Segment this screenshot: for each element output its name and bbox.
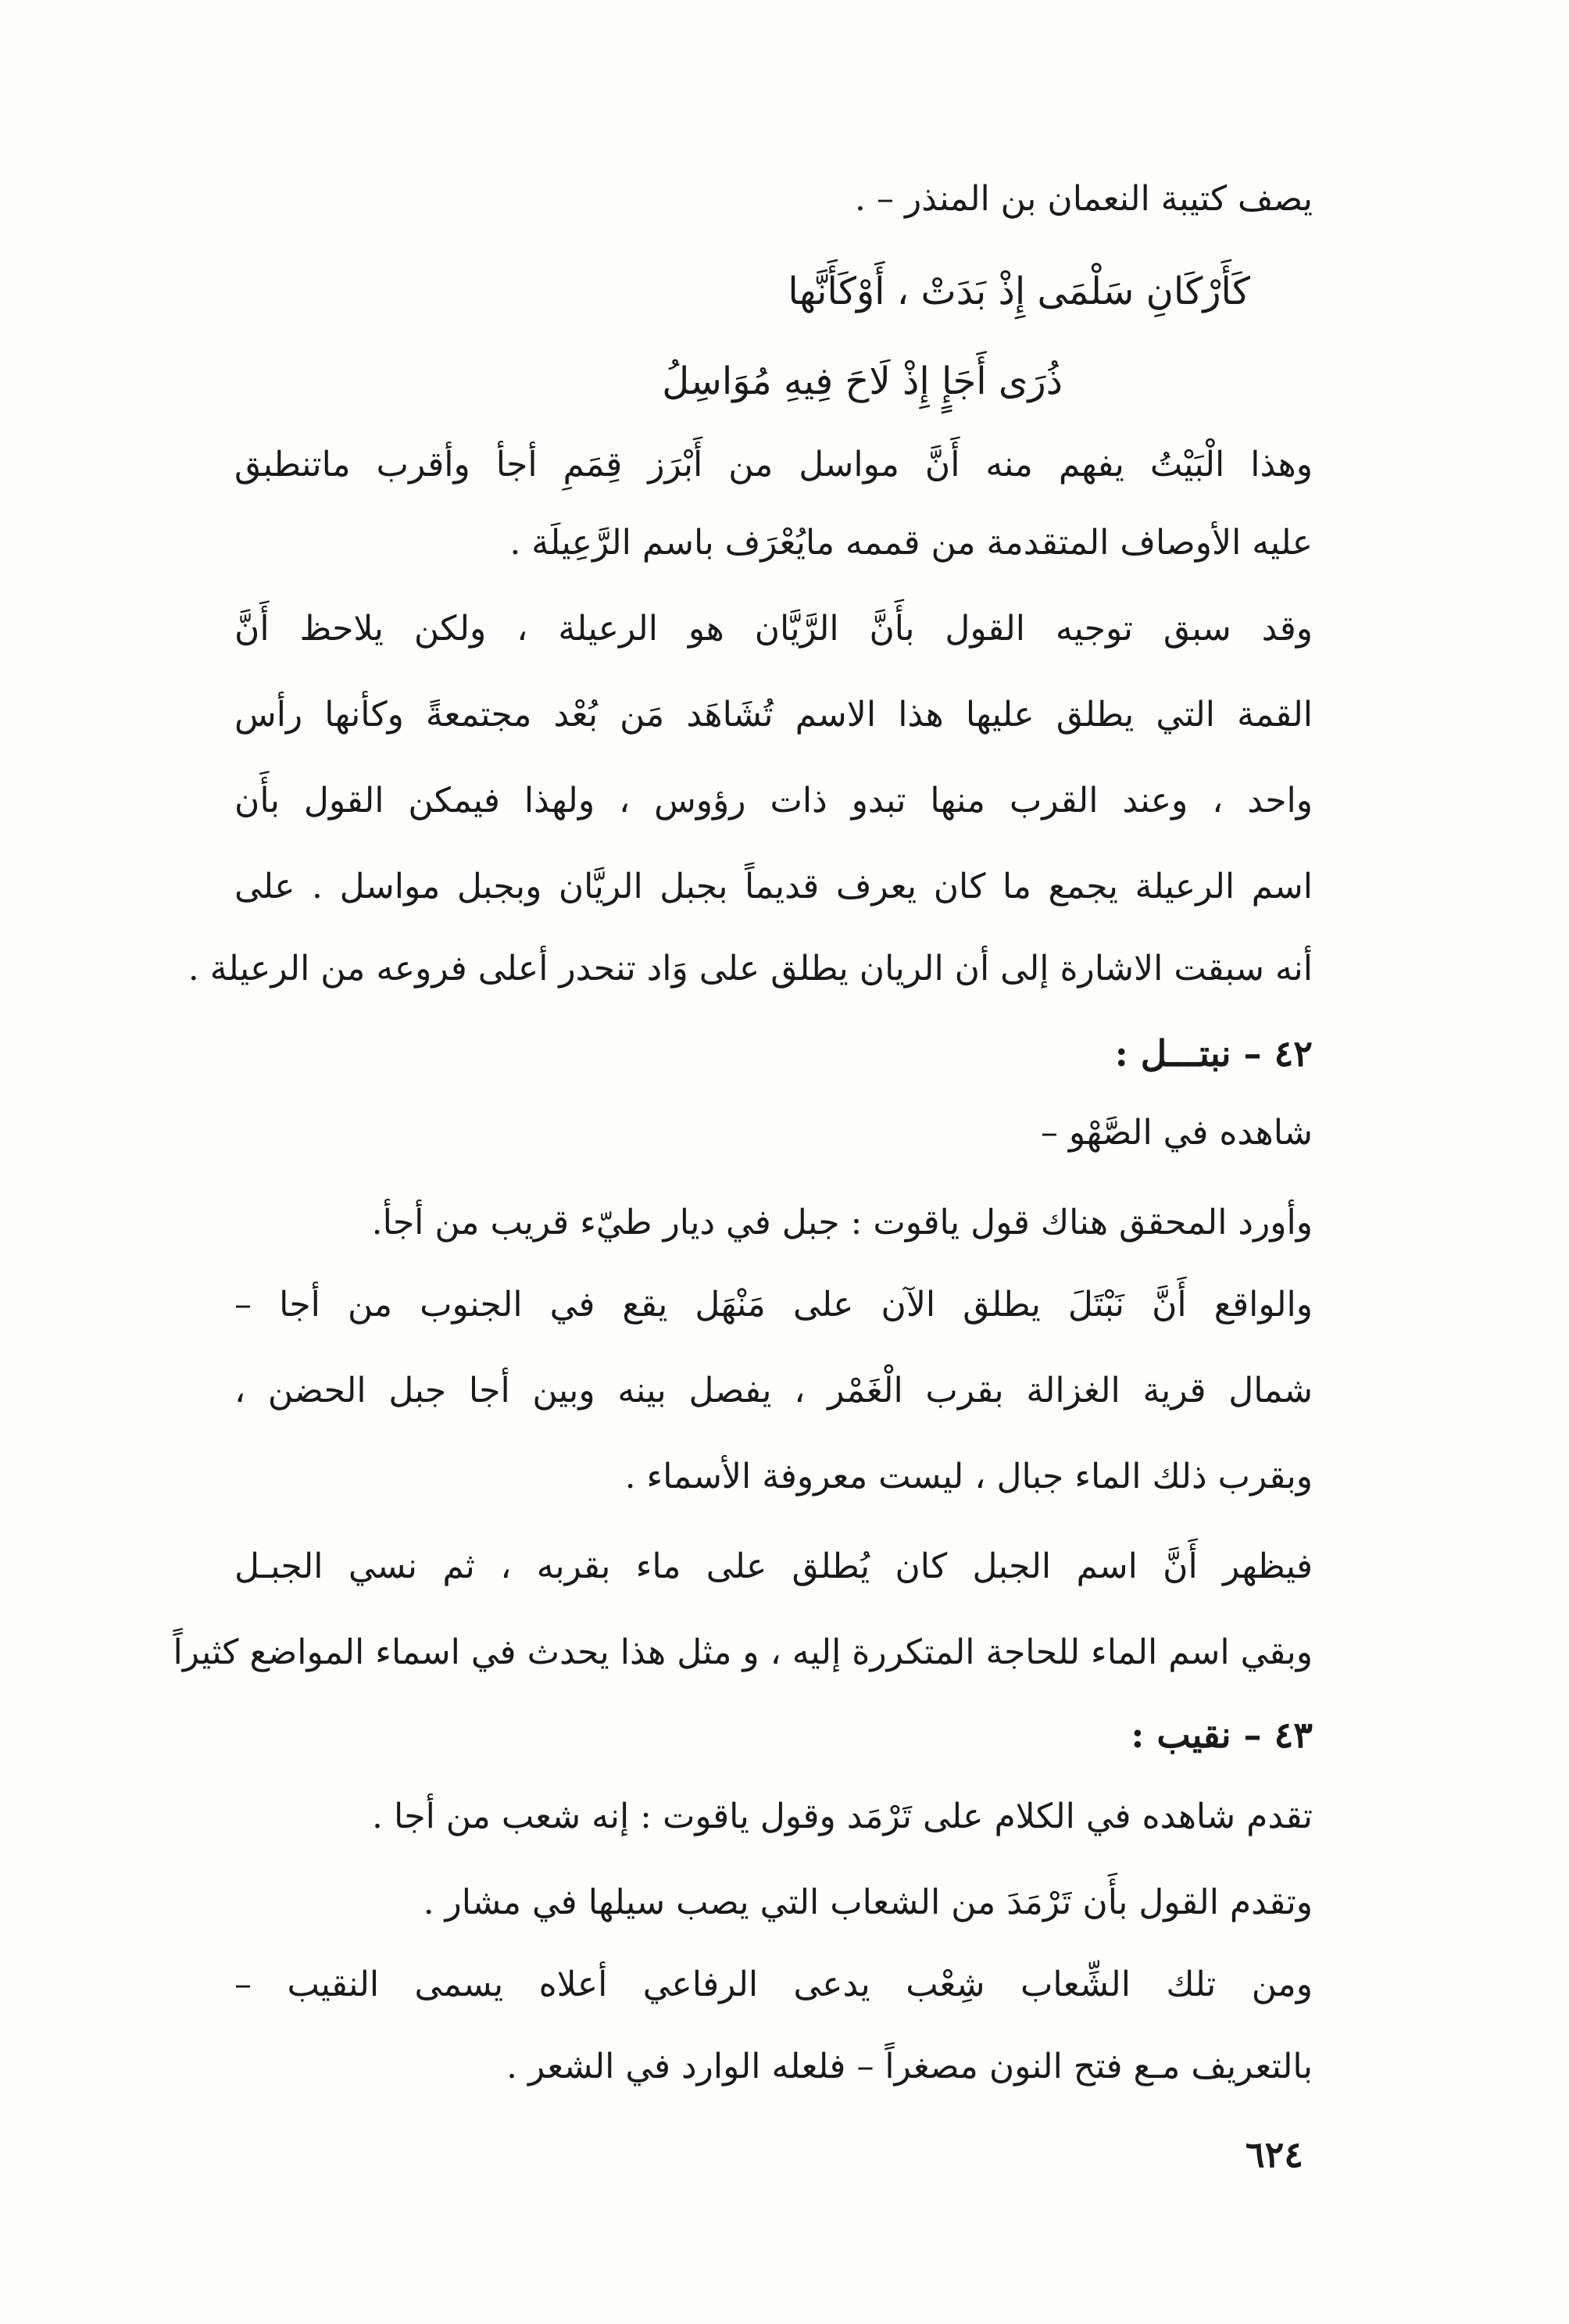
text-line: بالتعريف مـع فتح النون مصغراً – فلعله الوارد في الشعر .: [506, 2047, 1313, 2086]
text-line: واحد ، وعند القرب منها تبدو ذات رؤوس ، ولهذا فيمكن القول بأَن: [234, 781, 1313, 821]
text-line: شاهده في الصَّهْو –: [1040, 1113, 1313, 1153]
text-line: وقد سبق توجيه القول بأَنَّ الرَّيَّان هو الرعيلة ، ولكن يلاحظ أَنَّ: [234, 609, 1313, 649]
text-line: وبقي اسم الماء للحاجة المتكررة إليه ، و مثل هذا يحدث في اسماء المواضع كثيراً: [173, 1632, 1313, 1672]
verse-hemistich-2: ذُرَى أَجَإٍ إِذْ لَاحَ فِيهِ مُوَاسِلُ: [662, 359, 1063, 403]
page-number: ٦٢٤: [1245, 2133, 1303, 2176]
text-line: أنه سبقت الاشارة إلى أن الريان يطلق على وَاد تنحدر أعلى فروعه من الرعيلة .: [188, 949, 1313, 989]
text-line: وأورد المحقق هناك قول ياقوت : جبل في ديار طيّء قريب من أجأ.: [371, 1203, 1313, 1242]
text-line: وهذا الْبَيْتُ يفهم منه أَنَّ مواسل من أَبْرَز قِمَمِ أجأ وأقرب ماتنطبق: [234, 445, 1313, 484]
text-line: القمة التي يطلق عليها هذا الاسم تُشَاهَد مَن بُعْد مجتمعةً وكأنها رأس: [234, 695, 1313, 735]
text-line: وبقرب ذلك الماء جبال ، ليست معروفة الأسماء .: [624, 1457, 1313, 1496]
text-line: شمال قرية الغزالة بقرب الْغَمْر ، يفصل بينه وبين أجا جبل الحضن ،: [234, 1371, 1313, 1410]
section-heading: ٤٣ – نقيب :: [1131, 1714, 1313, 1756]
text-line: ومن تلك الشِّعاب شِعْب يدعى الرفاعي أعلاه يسمى النقيب –: [234, 1965, 1313, 2004]
text-line: والواقع أَنَّ نَبْتَلَ يطلق الآن على مَنْهَل يقع في الجنوب من أجا –: [234, 1285, 1313, 1325]
text-line: اسم الرعيلة يجمع ما كان يعرف قديماً بجبل الريَّان وبجبل مواسل . على: [234, 867, 1313, 906]
verse-hemistich-1: كَأَرْكَانِ سَلْمَى إِذْ بَدَتْ ، أَوْكَأَنَّها: [788, 270, 1250, 313]
text-line: تقدم شاهده في الكلام على تَرْمَد وقول ياقوت : إنه شعب من أجا .: [372, 1797, 1313, 1836]
text-line: وتقدم القول بأَن تَرْمَدَ من الشعاب التي يصب سيلها في مشار .: [423, 1882, 1313, 1922]
text-line: عليه الأوصاف المتقدمة من قممه مايُعْرَف باسم الرَّعِيلَة .: [509, 523, 1313, 563]
section-heading: ٤٢ – نبتـــل :: [1114, 1032, 1313, 1074]
text-line: يصف كتيبة النعمان بن المنذر – .: [855, 179, 1313, 219]
text-line: فيظهر أَنَّ اسم الجبل كان يُطلق على ماء بقربه ، ثم نسي الجبـل: [234, 1546, 1313, 1586]
